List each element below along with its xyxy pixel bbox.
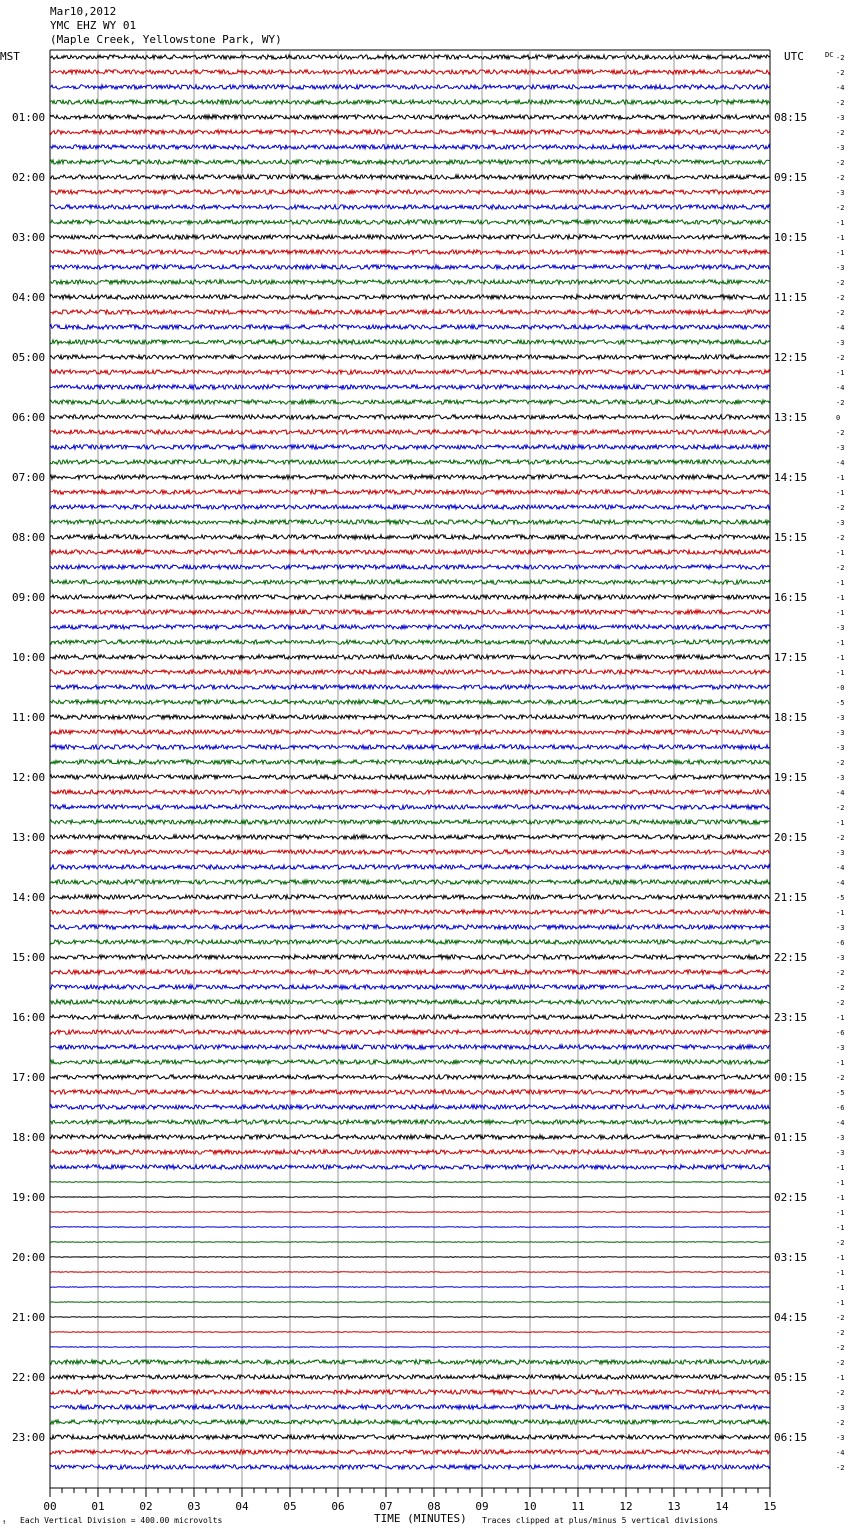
- dc-offset-label: -2: [836, 1389, 845, 1397]
- dc-offset-label: -2: [836, 984, 845, 992]
- dc-offset-label: -1: [836, 549, 845, 557]
- seismic-trace: [50, 940, 770, 944]
- dc-offset-label: -1: [836, 819, 845, 827]
- seismic-trace: [50, 1405, 770, 1409]
- seismic-trace: [50, 1375, 770, 1379]
- left-hour-label: 17:00: [12, 1071, 46, 1084]
- seismic-trace: [50, 1257, 770, 1258]
- seismic-trace: [50, 145, 770, 149]
- x-tick-label: 00: [43, 1500, 57, 1513]
- dc-offset-label: -2: [836, 534, 845, 542]
- seismic-trace: [50, 100, 770, 104]
- dc-offset-label: -3: [836, 264, 845, 272]
- dc-offset-label: -1: [836, 1254, 845, 1262]
- seismic-trace: [50, 115, 770, 119]
- seismic-trace: [50, 370, 770, 374]
- seismic-trace: [50, 1435, 770, 1439]
- seismic-trace: [50, 385, 770, 389]
- seismic-trace: [50, 400, 770, 404]
- dc-offset-label: -1: [836, 369, 845, 377]
- dc-offset-label: -1: [836, 234, 845, 242]
- seismic-trace: [50, 670, 770, 674]
- clip-note: Traces clipped at plus/minus 5 vertical divisions: [482, 1516, 719, 1525]
- seismic-trace: [50, 910, 770, 914]
- left-hour-label: 12:00: [12, 771, 46, 784]
- dc-offset-label: -2: [836, 1464, 845, 1472]
- label-layer: [0, 50, 844, 1526]
- dc-offset-label: -3: [836, 144, 845, 152]
- seismic-trace: [50, 640, 770, 644]
- dc-offset-label: -2: [836, 1314, 845, 1322]
- x-tick-label: 11: [571, 1500, 585, 1513]
- seismic-trace: [50, 745, 770, 749]
- seismic-trace: [50, 1465, 770, 1469]
- seismic-trace: [50, 865, 770, 869]
- right-hour-label: 10:15: [774, 231, 808, 244]
- seismic-trace: [50, 1420, 770, 1424]
- seismic-trace: [50, 175, 770, 179]
- seismic-trace: [50, 250, 770, 254]
- seismic-trace: [50, 1347, 770, 1348]
- seismic-trace: [50, 1182, 770, 1183]
- dc-offset-label: -3: [836, 519, 845, 527]
- left-zone-label: MST: [0, 50, 20, 63]
- seismic-trace: [50, 580, 770, 584]
- x-tick-label: 07: [379, 1500, 393, 1513]
- right-hour-label: 05:15: [774, 1371, 808, 1384]
- left-hour-label: 13:00: [12, 831, 46, 844]
- seismic-trace: [50, 1450, 770, 1454]
- x-tick-label: 06: [331, 1500, 345, 1513]
- seismic-trace: [50, 220, 770, 224]
- seismic-trace: [50, 1135, 770, 1139]
- dc-offset-label: -1: [836, 219, 845, 227]
- seismic-trace: [50, 1272, 770, 1273]
- seismic-trace: [50, 235, 770, 239]
- seismic-trace: [50, 1150, 770, 1154]
- seismic-trace: [50, 1165, 770, 1169]
- seismic-trace: [50, 1045, 770, 1049]
- seismic-trace: [50, 70, 770, 74]
- right-hour-label: 08:15: [774, 111, 808, 124]
- dc-offset-label: -2: [836, 309, 845, 317]
- seismic-trace: [50, 535, 770, 539]
- left-hour-label: 01:00: [12, 111, 46, 124]
- seismic-trace: [50, 1120, 770, 1124]
- dc-offset-label: -6: [836, 1104, 845, 1112]
- seismic-trace: [50, 520, 770, 524]
- seismic-trace: [50, 835, 770, 839]
- dc-offset-label: -6: [836, 939, 845, 947]
- dc-header-label: DC: [825, 51, 834, 59]
- dc-offset-label: -1: [836, 1224, 845, 1232]
- dc-offset-label: -3: [836, 954, 845, 962]
- seismic-trace: [50, 925, 770, 929]
- seismic-trace: [50, 775, 770, 779]
- left-hour-label: 10:00: [12, 651, 46, 664]
- seismic-trace: [50, 1227, 770, 1228]
- x-tick-label: 04: [235, 1500, 249, 1513]
- seismic-trace: [50, 190, 770, 194]
- seismic-trace: [50, 490, 770, 494]
- dc-offset-label: -1: [836, 1374, 845, 1382]
- right-hour-label: 22:15: [774, 951, 808, 964]
- left-hour-label: 02:00: [12, 171, 46, 184]
- dc-offset-label: -1: [836, 1194, 845, 1202]
- left-hour-label: 19:00: [12, 1191, 46, 1204]
- dc-offset-label: -2: [836, 354, 845, 362]
- seismic-trace: [50, 700, 770, 704]
- seismic-trace: [50, 955, 770, 959]
- x-tick-label: 10: [523, 1500, 537, 1513]
- dc-offset-label: -4: [836, 324, 845, 332]
- seismic-trace: [50, 820, 770, 824]
- x-tick-label: 12: [619, 1500, 633, 1513]
- x-tick-label: 03: [187, 1500, 201, 1513]
- dc-offset-label: -3: [836, 189, 845, 197]
- seismic-trace: [50, 1390, 770, 1394]
- dc-offset-label: -1: [836, 249, 845, 257]
- seismic-trace: [50, 280, 770, 284]
- dc-offset-label: -1: [836, 1059, 845, 1067]
- dc-offset-label: -2: [836, 399, 845, 407]
- dc-offset-label: -2: [836, 1359, 845, 1367]
- right-hour-label: 23:15: [774, 1011, 808, 1024]
- footer-mark: ↑: [2, 1518, 7, 1526]
- dc-offset-label: -2: [836, 69, 845, 77]
- dc-offset-label: -3: [836, 444, 845, 452]
- left-hour-label: 05:00: [12, 351, 46, 364]
- seismic-trace: [50, 1287, 770, 1288]
- right-hour-label: 16:15: [774, 591, 808, 604]
- seismic-trace: [50, 355, 770, 359]
- dc-offset-label: -1: [836, 609, 845, 617]
- left-hour-label: 08:00: [12, 531, 46, 544]
- dc-offset-label: -2: [836, 999, 845, 1007]
- seismic-trace: [50, 1075, 770, 1079]
- dc-offset-label: -4: [836, 879, 845, 887]
- seismic-trace: [50, 715, 770, 719]
- seismic-trace: [50, 895, 770, 899]
- seismic-trace: [50, 445, 770, 449]
- right-zone-label: UTC: [784, 50, 804, 63]
- right-hour-label: 00:15: [774, 1071, 808, 1084]
- dc-offset-label: -1: [836, 669, 845, 677]
- seismic-trace: [50, 790, 770, 794]
- dc-offset-label: -2: [836, 1239, 845, 1247]
- right-hour-label: 11:15: [774, 291, 808, 304]
- left-hour-label: 11:00: [12, 711, 46, 724]
- dc-offset-label: -2: [836, 429, 845, 437]
- dc-offset-label: -1: [836, 1299, 845, 1307]
- seismic-trace: [50, 1105, 770, 1109]
- dc-offset-label: -1: [836, 639, 845, 647]
- dc-offset-label: 0: [836, 414, 841, 422]
- right-hour-label: 03:15: [774, 1251, 808, 1264]
- seismic-trace: [50, 595, 770, 599]
- dc-offset-label: -3: [836, 114, 845, 122]
- dc-offset-label: -2: [836, 54, 845, 62]
- seismic-trace: [50, 415, 770, 419]
- seismic-trace: [50, 1197, 770, 1198]
- dc-offset-label: -4: [836, 864, 845, 872]
- right-hour-label: 06:15: [774, 1431, 808, 1444]
- seismic-trace: [50, 655, 770, 659]
- dc-offset-label: -2: [836, 1419, 845, 1427]
- dc-offset-label: -2: [836, 204, 845, 212]
- x-tick-label: 13: [667, 1500, 681, 1513]
- seismic-trace: [50, 805, 770, 809]
- dc-offset-label: -4: [836, 84, 845, 92]
- x-tick-label: 15: [763, 1500, 777, 1513]
- seismic-trace: [50, 1090, 770, 1094]
- dc-offset-label: -3: [836, 729, 845, 737]
- seismic-trace: [50, 85, 770, 89]
- scale-note: Each Vertical Division = 400.00 microvolts: [20, 1516, 223, 1525]
- dc-offset-label: -5: [836, 1089, 845, 1097]
- x-tick-label: 08: [427, 1500, 441, 1513]
- left-hour-label: 23:00: [12, 1431, 46, 1444]
- left-hour-label: 03:00: [12, 231, 46, 244]
- seismic-trace: [50, 340, 770, 344]
- left-hour-label: 21:00: [12, 1311, 46, 1324]
- x-tick-label: 14: [715, 1500, 729, 1513]
- seismic-trace: [50, 610, 770, 614]
- x-tick-label: 01: [91, 1500, 105, 1513]
- dc-offset-label: -1: [836, 1014, 845, 1022]
- dc-offset-label: -1: [836, 474, 845, 482]
- dc-offset-label: -1: [836, 489, 845, 497]
- trace-layer: [50, 55, 770, 1469]
- x-tick-label: 05: [283, 1500, 297, 1513]
- dc-offset-label: -3: [836, 714, 845, 722]
- seismic-trace: [50, 550, 770, 554]
- right-hour-label: 14:15: [774, 471, 808, 484]
- right-hour-label: 13:15: [774, 411, 808, 424]
- seismic-trace: [50, 475, 770, 479]
- dc-offset-label: -1: [836, 654, 845, 662]
- dc-offset-label: -1: [836, 1284, 845, 1292]
- right-hour-label: 17:15: [774, 651, 808, 664]
- right-hour-label: 19:15: [774, 771, 808, 784]
- right-hour-label: 18:15: [774, 711, 808, 724]
- right-hour-label: 21:15: [774, 891, 808, 904]
- seismic-trace: [50, 295, 770, 299]
- left-hour-label: 09:00: [12, 591, 46, 604]
- dc-offset-label: -3: [836, 1134, 845, 1142]
- right-hour-label: 02:15: [774, 1191, 808, 1204]
- seismic-trace: [50, 1302, 770, 1303]
- dc-offset-label: -3: [836, 924, 845, 932]
- left-hour-label: 06:00: [12, 411, 46, 424]
- seismic-trace: [50, 265, 770, 269]
- right-hour-label: 09:15: [774, 171, 808, 184]
- seismic-trace: [50, 505, 770, 509]
- dc-offset-label: -3: [836, 624, 845, 632]
- dc-offset-label: -1: [836, 579, 845, 587]
- right-hour-label: 12:15: [774, 351, 808, 364]
- header-station: YMC EHZ WY 01: [50, 19, 137, 32]
- seismic-trace: [50, 880, 770, 884]
- seismic-trace: [50, 1015, 770, 1019]
- dc-offset-label: -2: [836, 294, 845, 302]
- seismic-trace: [50, 565, 770, 569]
- header-date: Mar10,2012: [50, 5, 117, 18]
- seismic-trace: [50, 685, 770, 689]
- dc-offset-label: -1: [836, 1209, 845, 1217]
- seismic-trace: [50, 460, 770, 464]
- seismic-trace: [50, 970, 770, 974]
- dc-offset-label: -6: [836, 1029, 845, 1037]
- dc-offset-label: -2: [836, 1329, 845, 1337]
- dc-offset-label: -2: [836, 759, 845, 767]
- seismic-trace: [50, 205, 770, 209]
- left-hour-label: 07:00: [12, 471, 46, 484]
- left-hour-label: 15:00: [12, 951, 46, 964]
- dc-offset-label: -2: [836, 504, 845, 512]
- x-tick-label: 09: [475, 1500, 489, 1513]
- dc-offset-label: -4: [836, 1119, 845, 1127]
- dc-offset-label: -3: [836, 1434, 845, 1442]
- dc-offset-label: -2: [836, 129, 845, 137]
- dc-offset-label: -2: [836, 159, 845, 167]
- right-hour-label: 04:15: [774, 1311, 808, 1324]
- dc-offset-label: -2: [836, 804, 845, 812]
- seismic-trace: [50, 625, 770, 629]
- dc-offset-label: -1: [836, 1164, 845, 1172]
- dc-offset-label: -3: [836, 1149, 845, 1157]
- dc-offset-label: -5: [836, 894, 845, 902]
- dc-offset-label: -5: [836, 699, 845, 707]
- seismic-trace: [50, 310, 770, 314]
- dc-offset-label: -2: [836, 834, 845, 842]
- right-hour-label: 20:15: [774, 831, 808, 844]
- dc-offset-label: -4: [836, 459, 845, 467]
- left-hour-label: 14:00: [12, 891, 46, 904]
- seismic-trace: [50, 1332, 770, 1333]
- seismic-trace: [50, 1317, 770, 1318]
- seismic-trace: [50, 1360, 770, 1364]
- dc-offset-label: -2: [836, 279, 845, 287]
- dc-offset-label: -3: [836, 744, 845, 752]
- seismic-trace: [50, 1060, 770, 1064]
- dc-offset-label: -3: [836, 774, 845, 782]
- dc-offset-label: -3: [836, 1044, 845, 1052]
- dc-offset-label: -4: [836, 1449, 845, 1457]
- dc-offset-label: -2: [836, 969, 845, 977]
- seismic-trace: [50, 760, 770, 764]
- dc-offset-label: -2: [836, 174, 845, 182]
- seismic-trace: [50, 55, 770, 59]
- seismic-trace: [50, 850, 770, 854]
- dc-offset-label: -1: [836, 1269, 845, 1277]
- dc-offset-label: -2: [836, 564, 845, 572]
- right-hour-label: 01:15: [774, 1131, 808, 1144]
- header-location: (Maple Creek, Yellowstone Park, WY): [50, 33, 282, 46]
- right-hour-label: 15:15: [774, 531, 808, 544]
- left-hour-label: 04:00: [12, 291, 46, 304]
- dc-offset-label: -3: [836, 849, 845, 857]
- left-hour-label: 22:00: [12, 1371, 46, 1384]
- seismic-trace: [50, 430, 770, 434]
- seismic-trace: [50, 325, 770, 329]
- seismic-trace: [50, 985, 770, 989]
- dc-offset-label: -0: [836, 684, 845, 692]
- seismic-trace: [50, 1000, 770, 1004]
- seismic-trace: [50, 130, 770, 134]
- left-hour-label: 16:00: [12, 1011, 46, 1024]
- dc-offset-label: -2: [836, 99, 845, 107]
- dc-offset-label: -1: [836, 594, 845, 602]
- dc-offset-label: -4: [836, 789, 845, 797]
- left-hour-label: 20:00: [12, 1251, 46, 1264]
- seismic-trace: [50, 730, 770, 734]
- left-hour-label: 18:00: [12, 1131, 46, 1144]
- seismic-trace: [50, 1242, 770, 1243]
- dc-offset-label: -1: [836, 909, 845, 917]
- dc-offset-label: -2: [836, 1074, 845, 1082]
- seismic-trace: [50, 1030, 770, 1034]
- seismic-trace: [50, 160, 770, 164]
- dc-offset-label: -1: [836, 1179, 845, 1187]
- seismic-trace: [50, 1212, 770, 1213]
- dc-offset-label: -2: [836, 1344, 845, 1352]
- x-tick-label: 02: [139, 1500, 153, 1513]
- dc-offset-label: -3: [836, 1404, 845, 1412]
- dc-offset-label: -3: [836, 339, 845, 347]
- dc-offset-label: -4: [836, 384, 845, 392]
- x-axis-title: TIME (MINUTES): [374, 1512, 467, 1525]
